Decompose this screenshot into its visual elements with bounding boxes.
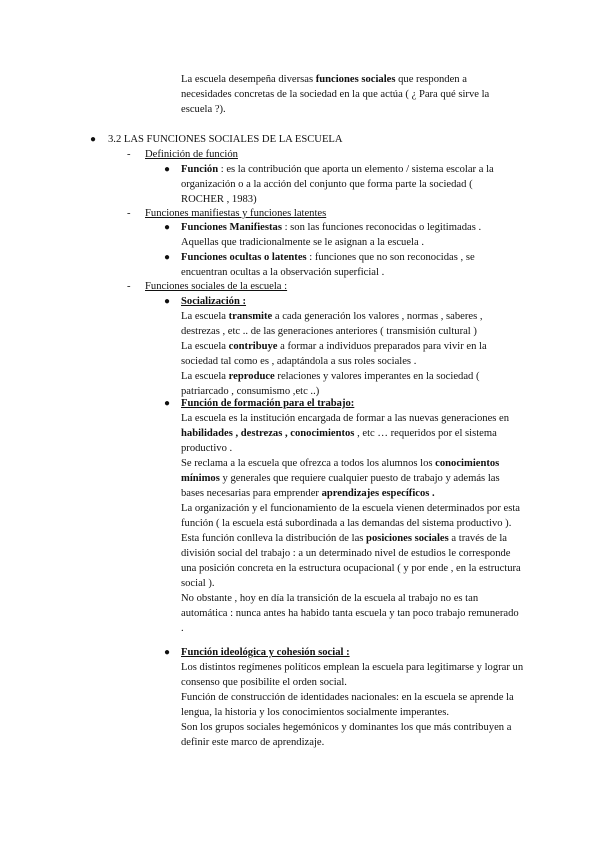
ideologica-bullet: ●: [164, 647, 171, 658]
formacion-p2-b: conocimientos mínimos: [181, 458, 500, 484]
manifest-item-2: [181, 250, 511, 280]
ideologica-block: [181, 645, 526, 750]
manifest-dash: -: [127, 208, 131, 219]
def-dash: -: [127, 149, 131, 160]
formacion-p4-a: Esta función conlleva la distribución de las: [181, 533, 367, 544]
intro-bold: funciones sociales: [315, 74, 396, 85]
section-heading: 3.2 LAS FUNCIONES SOCIALES DE LA ESCUELA: [108, 134, 343, 145]
manifest-item-1-term: Funciones Manifiestas: [181, 222, 282, 233]
socializacion-p1-a: La escuela: [181, 311, 229, 322]
formacion-p2-c: y generales que requiere cualquier puesto de trabajo y además las bases necesarias para emprender: [181, 473, 500, 499]
formacion-block: [181, 396, 523, 636]
manifest-item-2-text: : funciones que no son reconocidas , se encuentran ocultas a la observación superficial .: [181, 252, 475, 278]
manifest-item-1: [181, 220, 511, 250]
def-text: : es la contribución que aporta un elemento / sistema escolar a la organización o a la acción del conjunto que forma parte la sociedad ( ROCHER , 1983): [181, 164, 494, 205]
socializacion-p3-c: relaciones y valores imperantes en la sociedad ( patriarcado , consumismo ,etc ..): [181, 371, 480, 397]
formacion-p3: La organización y el funcionamiento de la escuela vienen determinados por esta función ( la escuela está subordinada a las demandas del sistema productivo ).: [181, 503, 520, 529]
formacion-p5: No obstante , hoy en día la transición de la escuela al trabajo no es tan automática : nunca antes ha habido tanta escuela y tan poco trabajo remunerado .: [181, 593, 519, 634]
intro-paragraph: [181, 72, 511, 117]
formacion-p1-a: La escuela es la institución encargada de formar a las nuevas generaciones en: [181, 413, 510, 424]
formacion-p1-c: , etc … requeridos por el sistema productivo .: [181, 428, 497, 454]
def-heading: Definición de función: [145, 149, 238, 160]
formacion-title: Función de formación para el trabajo:: [181, 398, 355, 409]
socializacion-p1-c: a cada generación los valores , normas , saberes , destrezas , etc .. de las generaciones anteriores ( transmisión cultural ): [181, 311, 483, 337]
formacion-p2: [181, 456, 523, 501]
formacion-bullet: ●: [164, 398, 171, 409]
socializacion-title: Socialización :: [181, 296, 247, 307]
intro-pre: La escuela desempeña diversas: [181, 74, 316, 85]
def-term: Función: [181, 164, 219, 175]
section-bullet: ●: [90, 134, 97, 145]
manifest-item-2-term: Funciones ocultas o latentes: [181, 252, 307, 263]
formacion-p4-b: posiciones sociales: [366, 533, 449, 544]
def-paragraph: [181, 162, 511, 207]
socializacion-block: [181, 294, 521, 399]
formacion-p2-a: Se reclama a la escuela que ofrezca a todos los alumnos los: [181, 458, 436, 469]
socializacion-bullet: ●: [164, 296, 171, 307]
formacion-p1-b: habilidades , destrezas , conocimientos: [181, 428, 355, 439]
social-heading: Funciones sociales de la escuela :: [145, 281, 288, 292]
formacion-p1: [181, 411, 523, 456]
ideologica-p1: Los distintos regímenes políticos emplean la escuela para legitimarse y lograr un consenso que posibilite el orden social.: [181, 662, 524, 688]
formacion-p2-d: aprendizajes específicos .: [321, 488, 435, 499]
ideologica-title: Función ideológica y cohesión social :: [181, 647, 350, 658]
socializacion-p2: [181, 339, 521, 369]
socializacion-p3-b: reproduce: [228, 371, 275, 382]
manifest-bullet-1: ●: [164, 222, 171, 233]
manifest-item-1-text: : son las funciones reconocidas o legitimadas . Aquellas que tradicionalmente se le asignan a la escuela .: [181, 222, 482, 248]
ideologica-p2: Función de construcción de identidades nacionales: en la escuela se aprende la lengua, la historia y los conocimientos socialmente imperantes.: [181, 692, 514, 718]
socializacion-p3: [181, 369, 521, 399]
socializacion-p2-c: a formar a individuos preparados para vivir en la sociedad tal como es , adaptándola a sus roles sociales .: [181, 341, 487, 367]
intro-post: que responden a necesidades concretas de la sociedad en la que actúa ( ¿ Para qué sirve la escuela ?).: [181, 74, 490, 115]
def-bullet: ●: [164, 164, 171, 175]
socializacion-p3-a: La escuela: [181, 371, 229, 382]
manifest-heading: Funciones manifiestas y funciones latentes: [145, 208, 327, 219]
socializacion-p2-b: contribuye: [228, 341, 278, 352]
social-dash: -: [127, 281, 131, 292]
socializacion-p2-a: La escuela: [181, 341, 229, 352]
socializacion-p1-b: transmite: [228, 311, 273, 322]
formacion-p4-c: a través de la división social del trabajo : a un determinado nivel de estudios le corresponde una posición concreta en la estructura ocupacional ( y por ende , en la estructura social ).: [181, 533, 521, 589]
formacion-p4: [181, 531, 523, 591]
manifest-bullet-2: ●: [164, 252, 171, 263]
socializacion-p1: [181, 309, 521, 339]
ideologica-p3: Son los grupos sociales hegemónicos y dominantes los que más contribuyen a definir este marco de aprendizaje.: [181, 722, 512, 748]
